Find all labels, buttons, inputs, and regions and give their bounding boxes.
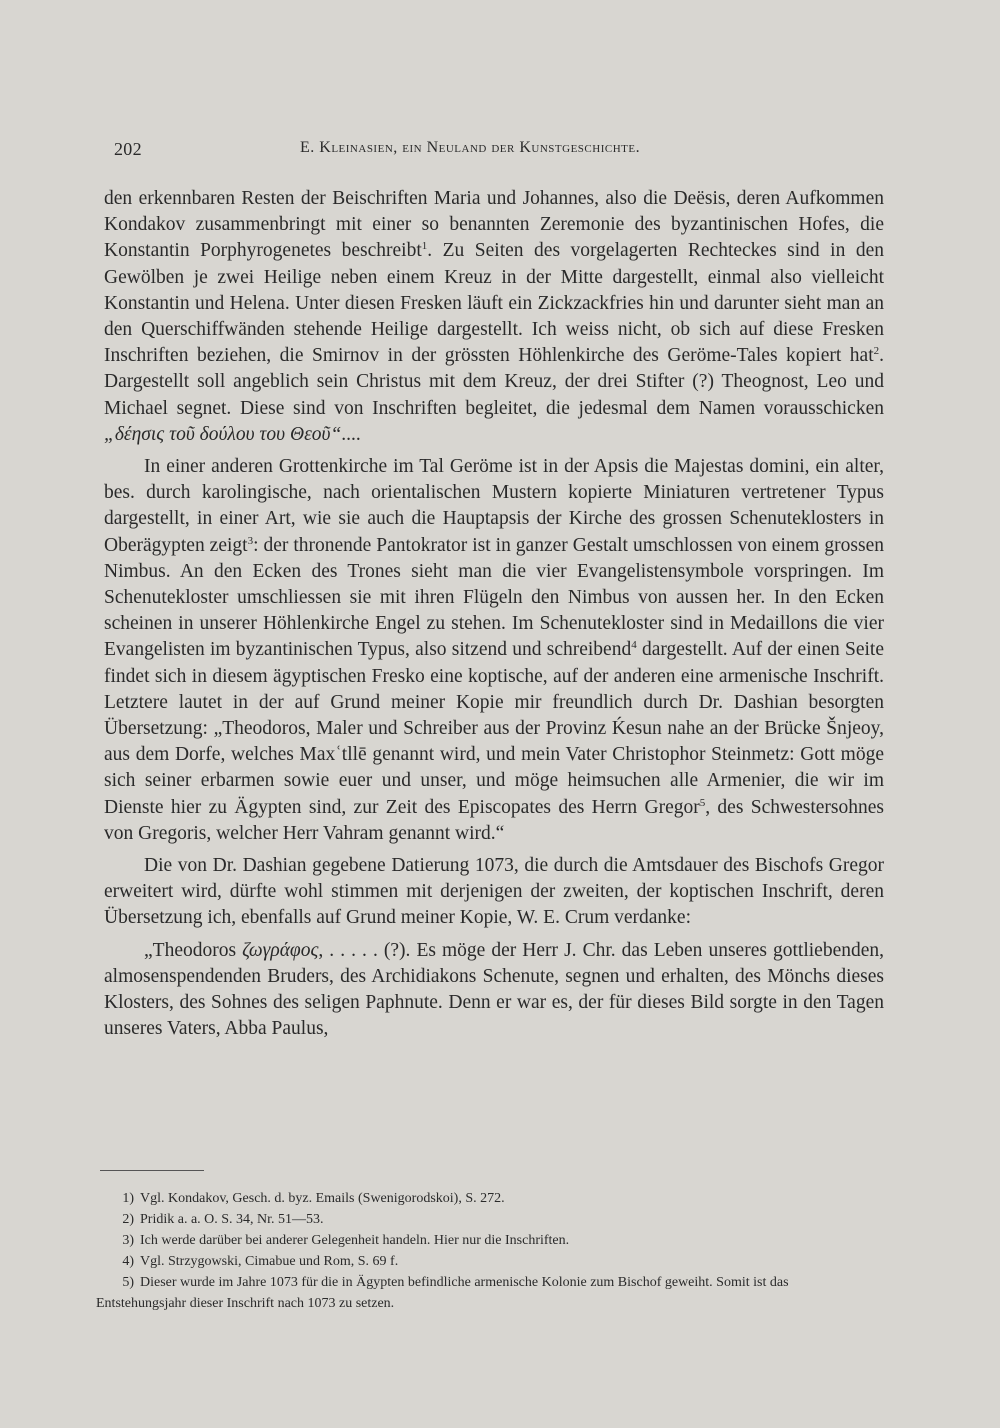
footnote-2	[96, 1209, 872, 1230]
text-run: : der thronende Pantokrator ist in ganzer Gestalt umschlossen von einem grossen Nimbus. An den Ecken des Trones sieht man die vier Evangelistensymbole vorspringen. Im Schenutekloster umschliessen sie mit ihren Flügeln den Nimbus von aussen her. In den Ecken scheinen in unserer Höhlenkirche Engel zu stehen. Im Schenutekloster sind in Medaillons die vier Evangelisten im byzantinischen Typus, also sitzend und schreibend	[104, 534, 885, 661]
paragraph-1	[104, 186, 884, 448]
footnote-text: Pridik a. a. O. S. 34, Nr. 51—53.	[140, 1212, 324, 1227]
footnote-ref-3: 3	[247, 534, 254, 547]
footnote-ref-2: 2	[873, 345, 880, 358]
paragraph-2	[104, 454, 884, 847]
footnote-text: Vgl. Kondakov, Gesch. d. byz. Emails (Swenigorodskoi), S. 272.	[140, 1191, 505, 1206]
text-run: In einer anderen Grottenkirche im Tal Geröme ist in der Apsis die Majestas domini, ein alter, bes. durch karolingische, nach orientalischen Mustern kopierte Miniaturen vertretener Typus dargestellt, in einer Art, wie sie auch die Hauptapsis der Kirche des grossen Schenuteklosters in Oberägypten zeigt	[104, 456, 884, 556]
footnote-text: Vgl. Strzygowski, Cimabue und Rom, S. 69 f.	[140, 1254, 399, 1269]
footnote-divider	[100, 1170, 204, 1171]
footnote-3	[96, 1230, 872, 1251]
text-run: . Dargestellt soll angeblich sein Christus mit dem Kreuz, der drei Stifter (?) Theognost, Leo und Michael segnet. Diese sind von Inschriften begleitet, die jedesmal dem Namen vorausschicken	[104, 345, 884, 419]
text-run: . Zu Seiten des vorgelagerten Rechteckes sind in den Gewölben je zwei Heilige neben einem Kreuz in der Mitte dargestellt, einmal also vielleicht Konstantin und Helena. Unter diesen Fresken läuft ein Zickzackfries hin und darunter sieht man an den Querschiffwänden stehende Heilige dargestellt. Ich weiss nicht, ob sich auf diese Fresken Inschriften beziehen, die Smirnov in der grössten Höhlenkirche des Geröme-Tales kopiert hat	[104, 240, 884, 367]
footnote-1	[96, 1188, 872, 1209]
footnote-ref-5: 5	[699, 796, 706, 809]
paragraph-3: Die von Dr. Dashian gegebene Datierung 1073, die durch die Amtsdauer des Bischofs Gregor erweitert wird, dürfte wohl stimmen mit derjenigen der zweiten, der koptischen Inschrift, deren Übersetzung ich, ebenfalls auf Grund meiner Kopie, W. E. Crum verdanke:	[104, 855, 884, 929]
footnotes	[96, 1188, 872, 1314]
greek-quote: „δέησις τοῦ δούλου του Θεοῦ“	[104, 423, 342, 445]
footnote-5	[96, 1272, 872, 1314]
text-run: dargestellt. Auf der einen Seite findet sich in diesem ägyptischen Fresko eine koptische, auf der anderen eine armenische Inschrift. Letztere lautet in der auf Grund meiner Kopie mir freundlich durch Dr. Dashian besorgten Übersetzung: „Theodoros, Maler und Schreiber aus der Provinz Ḱesun nahe an der Brücke Šnjeoy, aus dem Dorfe, welches Maxʿtllē genannt wird, und mein Vater Christophor Steinmetz: Gott möge sich seiner erbarmen sowie euer und unser, und möge heimsuchen alle Armenier, die wir im Dienste hier zu Ägypten sind, zur Zeit des Episcopates des Herrn Gregor	[104, 639, 884, 818]
page-number: 202	[114, 139, 142, 159]
footnote-number: 5)	[122, 1275, 134, 1290]
text-run: „Theodoros	[144, 939, 243, 961]
page-header	[114, 139, 900, 163]
running-title: E. Kleinasien, ein Neuland der Kunstgeschichte.	[300, 139, 641, 156]
text-run: den erkennbaren Resten der Beischriften Maria und Johannes, also die Deësis, deren Aufkommen Kondakov zusammenbringt mit einer so benannten Zeremonie des byzantinischen Hofes, die Konstantin Porphyrogenetes beschreibt	[104, 188, 884, 262]
footnote-number: 1)	[122, 1191, 134, 1206]
text-run: , . . . . . (?). Es möge der Herr J. Chr. das Leben unseres gottliebenden, almosenspendenden Bruders, des Archidiakons Schenute, segnen und erhalten, des Mönchs dieses Klosters, des Sohnes des seligen Paphnute. Denn er war es, der für dieses Bild sorgte in den Tagen unseres Vaters, Abba Paulus,	[104, 939, 885, 1040]
text-run: , des Schwestersohnes von Gregoris, welcher Herr Vahram genannt wird.“	[104, 796, 884, 844]
footnote-text: Ich werde darüber bei anderer Gelegenheit handeln. Hier nur die Inschriften.	[140, 1233, 570, 1248]
greek-word: ζωγράφος	[242, 939, 319, 961]
body-text	[104, 186, 884, 1043]
paragraph-4	[104, 938, 884, 1043]
footnote-text: Dieser wurde im Jahre 1073 für die in Ägypten befindliche armenische Kolonie zum Bischof geweiht. Somit ist das Entstehungsjahr dieser Inschrift nach 1073 zu setzen.	[96, 1275, 789, 1311]
footnote-ref-4: 4	[631, 639, 637, 652]
footnote-number: 2)	[122, 1212, 134, 1227]
text-run: ....	[341, 423, 361, 445]
footnote-4	[96, 1251, 872, 1272]
footnote-number: 3)	[122, 1233, 134, 1248]
footnote-number: 4)	[122, 1254, 134, 1269]
footnote-ref-1: 1	[421, 240, 428, 253]
